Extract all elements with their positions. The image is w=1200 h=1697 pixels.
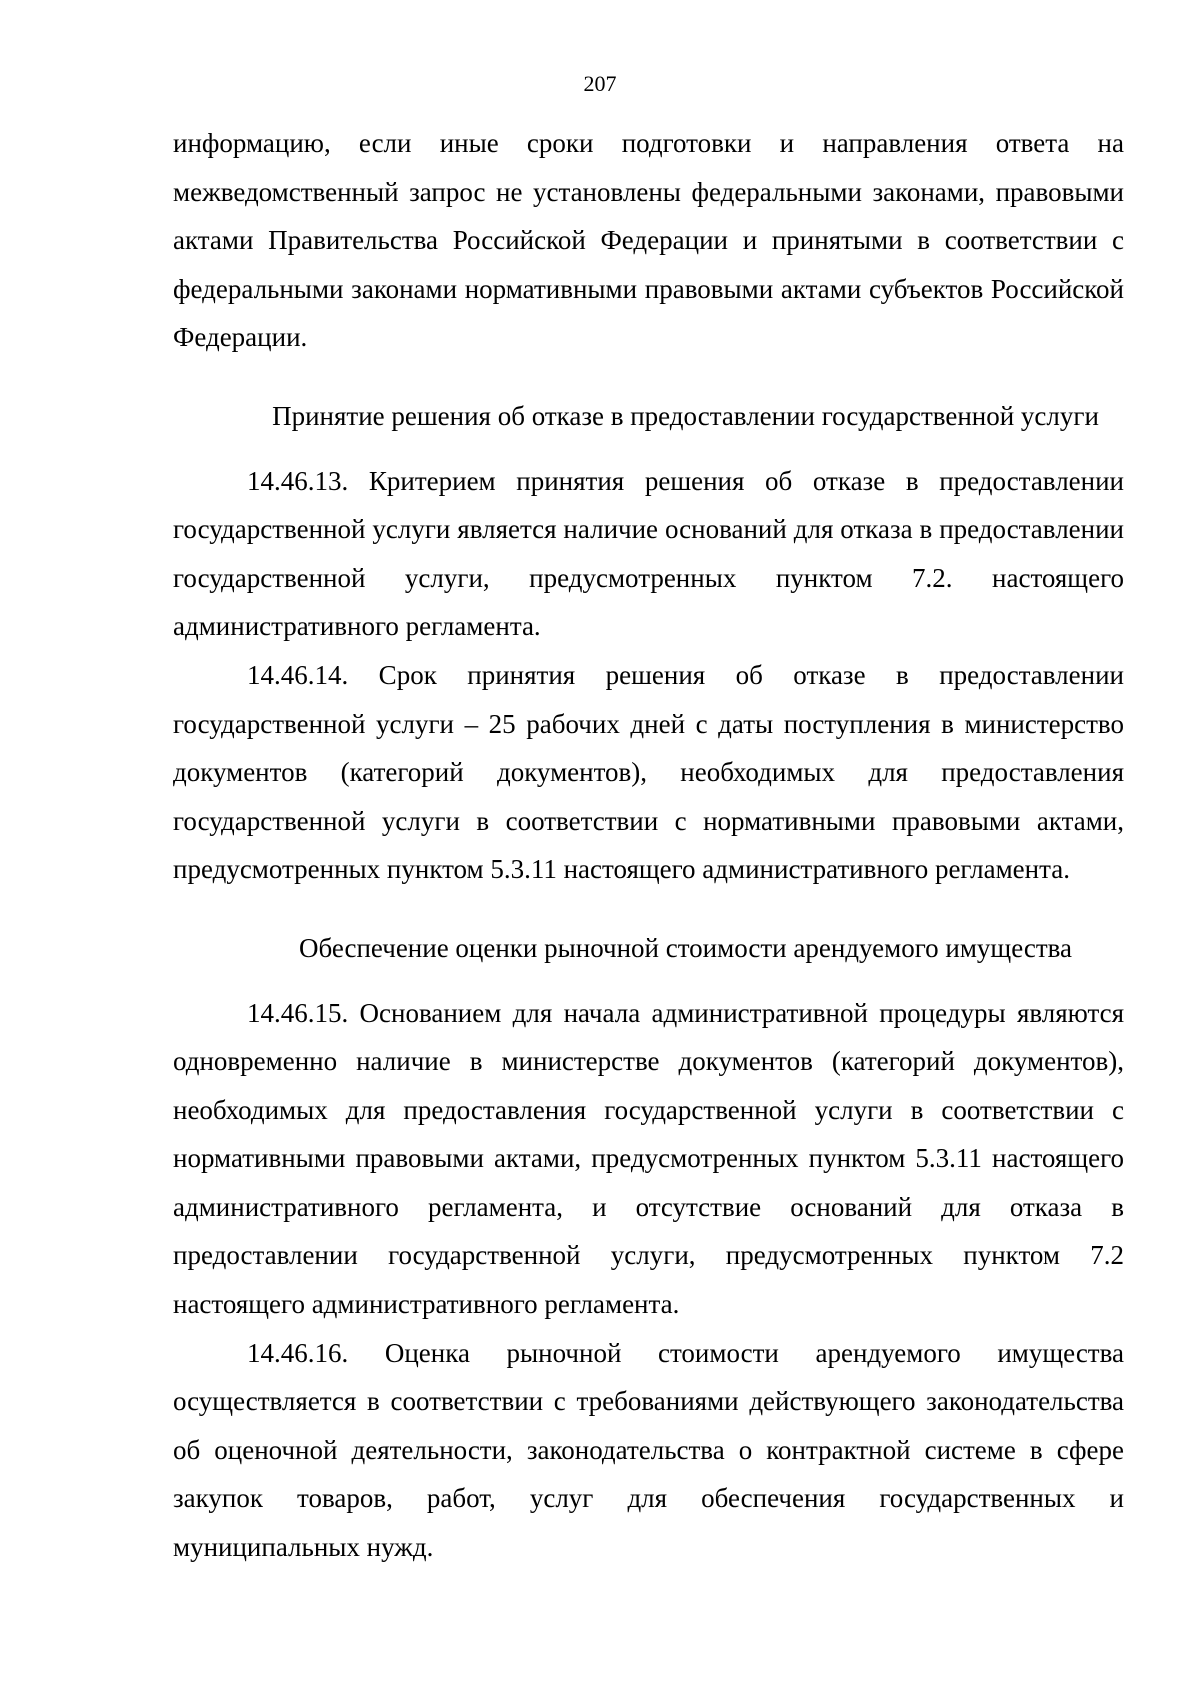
paragraph-14-46-13: 14.46.13. Критерием принятия решения об отказе в предоставлении государственной услуги является наличие оснований для отказа в предоставлении государственной услуги, предусмотренных пунктом 7.2. настоящего административного регламента. — [173, 465, 1124, 642]
continuation-paragraph: информацию, если иные сроки подготовки и направления ответа на межведомственный запрос не установлены федеральными законами, правовыми актами Правительства Российской Федерации и принятыми в соответствии с федеральными законами нормативными правовыми актами субъектов Российской Федерации. — [173, 128, 1124, 353]
paragraph-14-46-15: 14.46.15. Основанием для начала административной процедуры являются одновременно наличие в министерстве документов (категорий документов), необходимых для предоставления государственной услуги в соответствии с нормативными правовыми актами, предусмотренных пунктом 5.3.11 настоящего административного регламента, и отсутствие оснований для отказа в предоставлении государственной услуги, предусмотренных пунктом 7.2 настоящего административного регламента. — [173, 997, 1124, 1320]
paragraph-14-46-14: 14.46.14. Срок принятия решения об отказе в предоставлении государственной услуги – 25 рабочих дней с даты поступления в министерство документов (категорий документов), необходимых для предоставления государственной услуги в соответствии с нормативными правовыми актами, предусмотренных пунктом 5.3.11 настоящего административного регламента. — [173, 659, 1124, 885]
page-number: 207 — [583, 71, 617, 96]
document-body — [173, 119, 1124, 1572]
section-heading-refusal: Принятие решения об отказе в предоставлении государственной услуги — [272, 400, 1099, 431]
paragraph-14-46-16: 14.46.16. Оценка рыночной стоимости арендуемого имущества осуществляется в соответствии с требованиями действующего законодательства об оценочной деятельности, законодательства о контрактной системе в сфере закупок товаров, работ, услуг для обеспечения государственных и муниципальных нужд. — [173, 1337, 1124, 1563]
section-heading-valuation: Обеспечение оценки рыночной стоимости арендуемого имущества — [298, 932, 1073, 963]
